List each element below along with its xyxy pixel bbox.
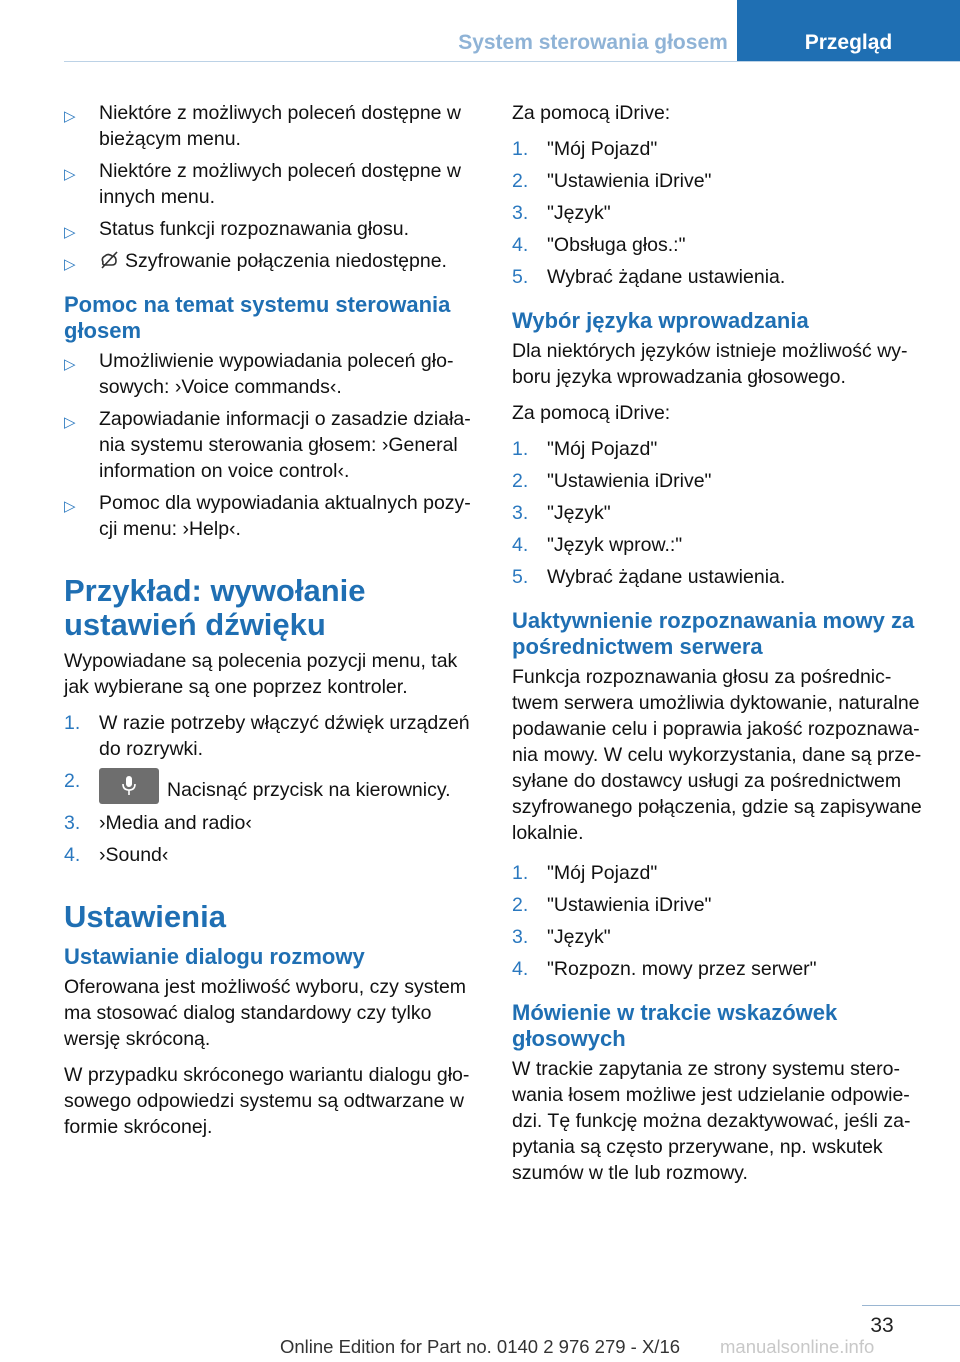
list-item: 4. "Rozpozn. mowy przez serwer" [512, 958, 817, 980]
footer-rule [862, 1305, 960, 1306]
status-bullet-list [64, 100, 484, 274]
help-heading: Pomoc na temat systemu sterowania głosem [64, 292, 451, 343]
navigation-heading: Mówienie w trakcie wskazówek głosowych [512, 1000, 838, 1051]
encryption-off-icon [99, 250, 119, 270]
list-item: ▷ Zapowiadanie informacji o zasadzie działa-nia systemu sterowania głosem: ›General information on voice control‹. [64, 408, 471, 482]
list-item: 5. Wybrać żądane ustawienia. [512, 566, 786, 588]
header-section-title: System sterowania głosem [458, 31, 728, 54]
example-heading: Przykład: wywołanie ustawień dźwięku [64, 573, 366, 642]
list-item: 2. "Ustawienia iDrive" [512, 170, 712, 192]
list-item: ▷ Pomoc dla wypowiadania aktualnych pozy-cji menu: ›Help‹. [64, 492, 471, 540]
list-item: 5. Wybrać żądane ustawienia. [512, 266, 786, 288]
list-item: 2. "Ustawienia iDrive" [512, 894, 712, 916]
bullet-triangle-icon: ▷ [64, 256, 76, 273]
list-item: 2. "Ustawienia iDrive" [512, 470, 712, 492]
dialog-steps [512, 136, 932, 290]
bullet-triangle-icon: ▷ [64, 414, 76, 431]
bullet-triangle-icon: ▷ [64, 166, 76, 183]
list-item: 3. "Język" [512, 502, 611, 524]
server-text: Funkcja rozpoznawania głosu za pośrednic-twem serwera umożliwia dyktowanie, naturalne podawanie celu i poprawia jakość rozpoznawa-nia mowy. W celu wykorzystania, dane są prze-syłane do dostawcy usługi za pośrednictwem szyfrowanego połączenia, gdzie są zapisywane lokalnie. [512, 666, 922, 844]
dialog-paragraph-2: W przypadku skróconego wariantu dialogu gło-sowego odpowiedzi systemu są odtwarzane w formie skróconej. [64, 1064, 470, 1138]
example-text: Wypowiadane są polecenia pozycji menu, tak jak wybierane są one poprzez kontroler. [64, 650, 458, 698]
bullet-triangle-icon: ▷ [64, 108, 76, 125]
list-item: ▷ Status funkcji rozpoznawania głosu. [64, 216, 484, 242]
list-item: 3. "Język" [512, 926, 611, 948]
list-item: 1. "Mój Pojazd" [512, 862, 658, 884]
dialog-heading: Ustawianie dialogu rozmowy [64, 944, 365, 969]
language-intro: Za pomocą iDrive: [512, 402, 671, 424]
edition-info: Online Edition for Part no. 0140 2 976 279 - X/16 [279, 1336, 681, 1357]
list-item: 1. W razie potrzeby włączyć dźwięk urządzeń do rozrywki. [64, 712, 470, 760]
language-steps [512, 436, 932, 590]
list-item: ▷ Umożliwienie wypowiadania poleceń gło-sowych: ›Voice commands‹. [64, 350, 454, 398]
list-item: 1. "Mój Pojazd" [512, 438, 658, 460]
list-item: 1. "Mój Pojazd" [512, 138, 658, 160]
list-item: 3. "Język" [512, 202, 611, 224]
example-steps [64, 710, 484, 868]
dialog-paragraph-1: Oferowana jest możliwość wyboru, czy system ma stosować dialog standardowy czy tylko wersję skróconą. [64, 976, 467, 1050]
header-rule [64, 61, 960, 62]
list-item: ▷ Szyfrowanie połączenia niedostępne. [64, 248, 484, 274]
microphone-icon [120, 775, 138, 797]
page-number: 33 [870, 1314, 894, 1337]
watermark: manualsonline.info [720, 1336, 875, 1357]
language-heading: Wybór języka wprowadzania [512, 308, 809, 333]
list-item: 3. ›Media and radio‹ [64, 812, 252, 834]
language-text: Dla niektórych języków istnieje możliwość wy-boru języka wprowadzania głosowego. [512, 340, 908, 388]
header-tab[interactable]: Przegląd [737, 0, 960, 62]
left-column [64, 100, 484, 1150]
server-heading: Uaktywnienie rozpoznawania mowy za pośrednictwem serwera [512, 608, 915, 659]
bullet-triangle-icon: ▷ [64, 356, 76, 373]
bullet-triangle-icon: ▷ [64, 224, 76, 241]
server-steps [512, 860, 932, 982]
list-item: 2. Nacisnąć przycisk na kierownicy. [64, 768, 484, 804]
microphone-button[interactable] [99, 768, 159, 804]
list-item: ▷ Niektóre z możliwych poleceń dostępne w bieżącym menu. [64, 102, 462, 150]
help-bullet-list [64, 348, 484, 542]
list-item: ▷ Niektóre z możliwych poleceń dostępne w innych menu. [64, 160, 462, 208]
list-item: 4. "Obsługa głos.:" [512, 234, 686, 256]
list-item: 4. "Język wprow.:" [512, 534, 683, 556]
right-column [512, 100, 932, 1196]
list-item: 4. ›Sound‹ [64, 844, 169, 866]
idrive-intro: Za pomocą iDrive: [512, 102, 671, 124]
settings-heading: Ustawienia [64, 899, 226, 934]
bullet-triangle-icon: ▷ [64, 498, 76, 515]
navigation-text: W trackie zapytania ze strony systemu stero-wania łosem możliwe jest udzielanie odpowie-dzi. Tę funkcję można dezaktywować, jeśli za-pytania są często przerywane, np. wskutek szumów w tle lub rozmowy. [512, 1058, 911, 1184]
